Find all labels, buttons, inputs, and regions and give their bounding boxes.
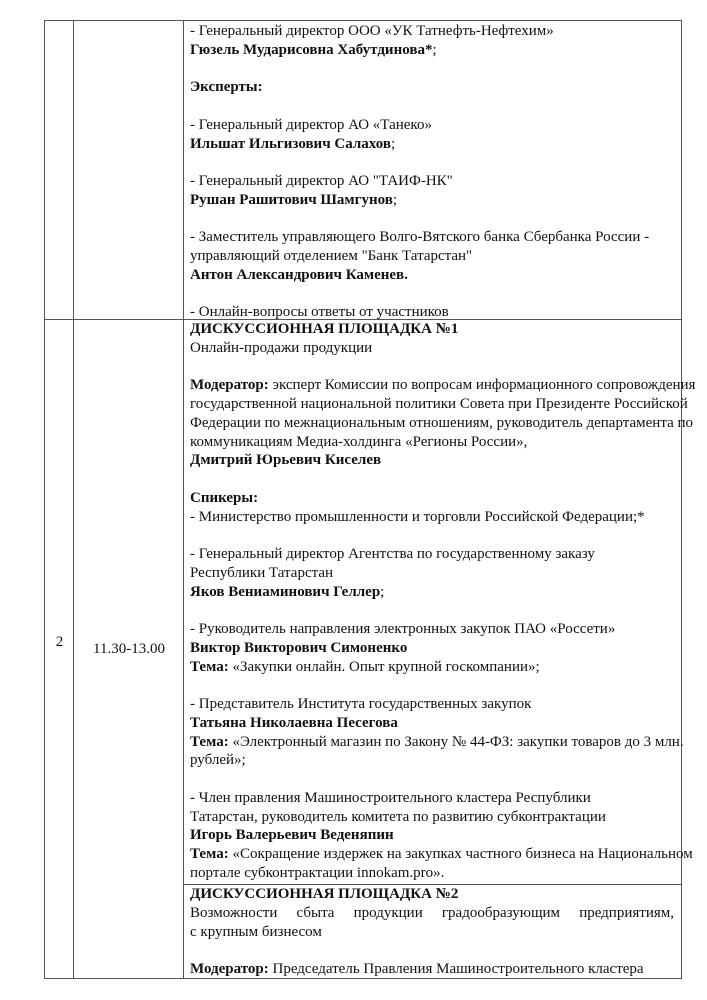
bold-text: Дмитрий Юрьевич Киселев [190,452,382,469]
text-line [190,97,674,116]
text-line [190,489,674,508]
text-line [190,885,674,904]
text-line [190,339,674,358]
text-line [190,751,674,770]
text-line [190,376,696,395]
line-text: Татарстан, руководитель комитета по развитию субконтрактации [190,808,606,825]
bold-text: Тема: [190,658,229,675]
line-text: - Генеральный директор АО "ТАИФ-НК" [190,173,453,189]
text-line [190,564,674,583]
text-line [190,826,674,845]
bold-text: Спикеры: [190,489,259,506]
text-line [190,583,674,602]
text-line [190,358,674,377]
text-line [190,414,693,433]
text-line [190,320,674,339]
line-text: Онлайн-продажи продукции [190,339,373,356]
line-text: - Генеральный директор ООО «УК Татнефть-Нефтехим» [190,23,554,39]
line-text: с крупным бизнесом [190,923,322,940]
line-text: Федерации по межнациональным отношениям, руководитель департамента по [190,414,693,431]
bold-text: Тема: [190,846,229,862]
bold-text: Яков Вениаминович Геллер [190,583,381,600]
text-line [190,960,674,979]
bold-text: Модератор: [190,961,269,977]
column-divider [73,21,74,978]
text-line [190,191,674,210]
line-text: управляющий отделением "Банк Татарстан" [190,248,473,264]
line-text: - Руководитель направления электронных закупок ПАО «Россети» [190,621,616,637]
text-line [190,153,674,172]
text-line [190,620,674,639]
bold-text: Виктор Викторович Симоненко [190,639,408,656]
line-text: ; [432,41,437,58]
text-line [190,60,674,79]
line-text: «Закупки онлайн. Опыт крупной госкомпании»; [228,658,540,675]
line-text: - Генеральный директор Агентства по государственному заказу [190,546,595,562]
row-time: 11.30-13.00 [93,641,165,657]
text-line [190,545,674,564]
text-line [190,676,674,695]
text-line [190,904,674,923]
text-line [190,285,674,304]
text-line [190,789,674,808]
line-text: - Член правления Машиностроительного кластера Республики [190,789,591,806]
bold-text: Антон Александрович Каменев. [190,266,408,283]
text-line [190,941,674,960]
row1-content [190,22,674,322]
text-line [190,22,674,41]
text-line [190,116,674,135]
text-line [190,78,674,97]
line-text: «Электронный магазин по Закону № 44-ФЗ: закупки товаров до 3 млн. [228,733,684,750]
text-line [190,639,674,658]
agenda-table [44,20,696,979]
line-text: - Министерство промышленности и торговли Российской Федерации;* [190,508,645,525]
line-text: государственной национальной политики Совета при Президенте Российской [190,396,688,412]
line-text: рублей»; [190,752,246,769]
text-line [190,210,674,229]
bold-text: Татьяна Николаевна Песегова [190,714,398,731]
column-divider [183,21,184,978]
text-line [190,41,674,60]
line-text: - Заместитель управляющего Волго-Вятского банка Сбербанка России - [190,229,650,246]
bold-text: Ильшат Ильгизович Салахов [190,135,391,152]
text-line [190,395,688,414]
text-line [190,266,674,285]
bold-text: Игорь Валерьевич Веденяпин [190,827,394,844]
row2-content [190,320,696,883]
text-line [190,508,674,527]
text-line [190,733,684,752]
line-text: «Сокращение издержек на закупках частного бизнеса на Национальном [228,846,693,862]
bold-text: Рушан Рашитович Шамгунов [190,191,393,208]
line-text: эксперт Комиссии по вопросам информационного сопровождения [268,377,696,394]
bold-text: ДИСКУССИОННАЯ ПЛОЩАДКА №2 [190,886,459,902]
row3-content [190,885,674,979]
text-line [190,135,674,154]
text-line [190,601,674,620]
line-text: ; [390,135,396,152]
bold-text: Гюзель Мударисовна Хабутдинова* [190,41,433,58]
text-line [190,923,674,942]
text-line [190,172,674,191]
line-text: Возможности сбыта продукции градообразующим предприятиям, [190,904,674,921]
text-line [190,228,674,247]
text-line [190,808,674,827]
line-text: - Представитель Института государственных закупок [190,696,532,712]
line-text: ; [392,191,397,208]
text-line [190,451,674,470]
line-text: коммуникациям Медиа-холдинга «Регионы России», [190,433,528,450]
line-text: ; [380,583,385,600]
text-line [190,526,674,545]
line-text: - Генеральный директор АО «Танеко» [190,116,432,133]
text-line [190,247,674,266]
text-line [190,470,674,489]
text-line [190,695,674,714]
text-line [190,433,674,452]
text-line [190,845,693,864]
bold-text: Тема: [190,733,229,750]
line-text: Председатель Правления Машиностроительного кластера [268,961,644,977]
text-line [190,658,674,677]
row-number: 2 [55,634,64,650]
bold-text: Эксперты: [190,79,263,96]
text-line [190,770,674,789]
bold-text: Модератор: [190,377,269,394]
line-text: - Онлайн-вопросы ответы от участников [190,304,449,321]
bold-text: ДИСКУССИОННАЯ ПЛОЩАДКА №1 [190,321,459,337]
line-text: портале субконтрактации innokam.pro». [190,864,445,881]
line-text: Республики Татарстан [190,564,334,581]
text-line [190,864,674,883]
text-line [190,714,674,733]
